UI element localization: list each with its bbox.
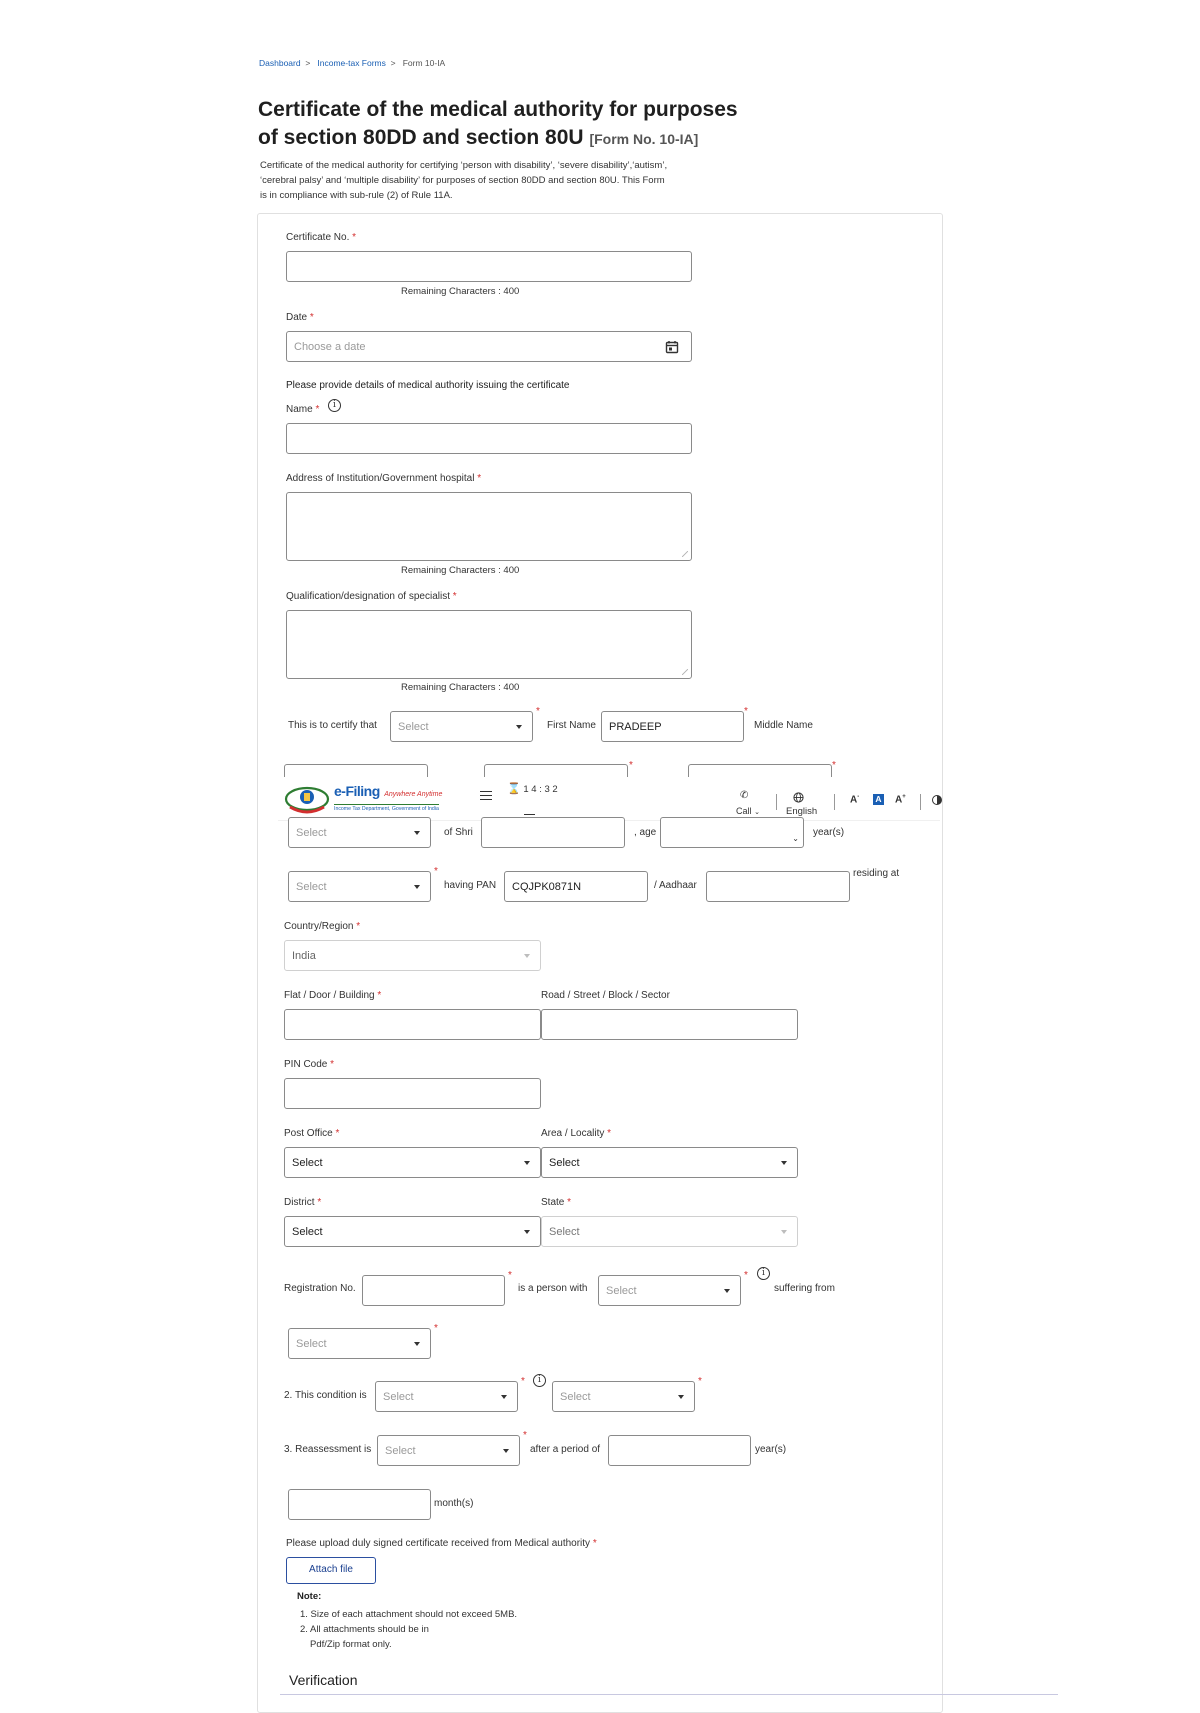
reassessment-text: 3. Reassessment is [284, 1444, 372, 1455]
date-input[interactable] [286, 331, 692, 362]
condition-text: 2. This condition is [284, 1390, 367, 1401]
breadcrumb-forms-link[interactable]: Income-tax Forms [317, 58, 386, 68]
having-pan-text: having PAN [444, 880, 497, 891]
divider [280, 1694, 1058, 1695]
page-description: Certificate of the medical authority for certifying ‘person with disability’, ‘severe disability’,‘autism’, ‘cerebral palsy’ and ‘multiple disability’ for purposes of section 80DD and section 80U. This Form is in compliance with sub-rule (2) of Rule 11A. [260, 160, 668, 201]
logo-subtitle: Income Tax Department, Government of India [334, 806, 439, 812]
name-label: Name * [286, 404, 320, 415]
name-input[interactable] [286, 423, 692, 454]
certify-text: This is to certify that [288, 720, 377, 731]
required-mark: * [521, 1376, 525, 1387]
disease-select[interactable]: Select [288, 1328, 431, 1359]
upload-label: Please upload duly signed certificate received from Medical authority * [286, 1538, 597, 1549]
disability-type-select[interactable]: Select [598, 1275, 741, 1306]
required-mark: * [536, 706, 540, 717]
hourglass-icon: ⌛ [507, 783, 521, 795]
age-input[interactable] [660, 817, 804, 848]
required-mark: * [744, 706, 748, 717]
registration-label: Registration No. [284, 1283, 356, 1294]
after-period-text: after a period of [530, 1444, 601, 1455]
remaining-characters: Remaining Characters : 400 [401, 682, 520, 693]
chevron-down-icon [524, 1230, 530, 1234]
aadhaar-input[interactable] [706, 871, 850, 902]
pan-input[interactable]: CQJPK0871N [504, 871, 648, 902]
required-mark: * [698, 1376, 702, 1387]
note-list: 1. Size of each attachment should not exceed 5MB. 2. All attachments should be in Pdf/Zip format only. [300, 1609, 518, 1650]
page-title-line1: Certificate of the medical authority for purposes [258, 98, 738, 121]
suffering-from-text: suffering from [774, 1283, 835, 1294]
months-text: month(s) [434, 1498, 474, 1509]
period-years-input[interactable] [608, 1435, 751, 1466]
chevron-down-icon [524, 1161, 530, 1165]
condition-detail-select[interactable]: Select [552, 1381, 695, 1412]
residing-at-text: residing at [853, 868, 900, 879]
period-months-input[interactable] [288, 1489, 431, 1520]
font-normal-button[interactable]: A [873, 794, 884, 805]
logo-title: e-Filing [334, 783, 380, 799]
required-mark: * [744, 1270, 748, 1281]
date-label: Date * [286, 312, 314, 323]
chevron-down-icon [414, 1342, 420, 1346]
site-header: e-Filing Anywhere Anytime Income Tax Department, Government of India ⌛ 1 4 : 3 2 ✆ Call ⌄ English A- A A+ [278, 777, 940, 821]
divider [776, 794, 777, 810]
calendar-icon[interactable] [665, 340, 679, 354]
district-select[interactable]: Select [284, 1216, 541, 1247]
divider [834, 794, 835, 810]
flat-label: Flat / Door / Building * [284, 990, 382, 1001]
breadcrumb-chevron-icon: > [302, 58, 316, 68]
address-textarea[interactable] [286, 492, 692, 561]
chevron-down-icon [516, 725, 522, 729]
info-icon[interactable]: i [757, 1267, 770, 1280]
remaining-characters: Remaining Characters : 400 [401, 286, 520, 297]
age-text: , age [634, 827, 657, 838]
area-label: Area / Locality * [541, 1128, 612, 1139]
info-icon[interactable]: i [533, 1374, 546, 1387]
phone-icon: ✆ [740, 790, 749, 801]
emblem-logo-icon [284, 785, 330, 815]
chevron-down-icon [524, 954, 530, 958]
chevron-down-icon [678, 1395, 684, 1399]
authority-heading: Please provide details of medical authority issuing the certificate [286, 380, 570, 391]
divider [920, 794, 921, 810]
registration-input[interactable] [362, 1275, 505, 1306]
resize-handle-icon[interactable] [682, 669, 688, 675]
chevron-down-icon [501, 1395, 507, 1399]
pin-label: PIN Code * [284, 1059, 335, 1070]
efiling-logo[interactable] [284, 785, 454, 815]
breadcrumb [259, 58, 445, 68]
state-label: State * [541, 1197, 572, 1208]
call-us-menu[interactable]: ✆ Call ⌄ [736, 790, 760, 816]
remaining-characters: Remaining Characters : 400 [401, 565, 520, 576]
note-title: Note: [297, 1591, 322, 1602]
breadcrumb-chevron-icon: > [388, 58, 401, 68]
certificate-no-input[interactable] [286, 251, 692, 282]
session-timer: ⌛ 1 4 : 3 2 [507, 783, 558, 795]
road-input[interactable] [541, 1009, 798, 1040]
hamburger-menu-icon[interactable] [480, 791, 492, 800]
required-mark: * [508, 1270, 512, 1281]
certify-title-select[interactable]: Select [390, 711, 533, 742]
required-mark: * [523, 1430, 527, 1441]
state-select[interactable]: Select [541, 1216, 798, 1247]
font-decrease-button[interactable]: A- [850, 794, 860, 806]
chevron-down-icon: ⌄ [754, 809, 760, 816]
required-mark: * [434, 1323, 438, 1334]
parent-name-input[interactable] [481, 817, 625, 848]
post-office-select[interactable]: Select [284, 1147, 541, 1178]
flat-input[interactable] [284, 1009, 541, 1040]
required-mark: * [629, 760, 633, 771]
district-label: District * [284, 1197, 322, 1208]
qualification-label: Qualification/designation of specialist * [286, 591, 457, 602]
chevron-down-icon [503, 1449, 509, 1453]
first-name-label: First Name [547, 720, 596, 731]
of-shri-text: of Shri [444, 827, 473, 838]
chevron-down-icon [414, 831, 420, 835]
country-select[interactable]: India [284, 940, 541, 971]
middle-name-label: Middle Name [754, 720, 813, 731]
chevron-down-icon [781, 1230, 787, 1234]
chevron-down-icon: ⌄ [792, 834, 799, 843]
info-icon[interactable]: i [328, 399, 341, 412]
person-with-text: is a person with [518, 1283, 588, 1294]
breadcrumb-dashboard-link[interactable]: Dashboard [259, 58, 301, 68]
required-mark: * [832, 760, 836, 771]
chevron-down-icon [414, 885, 420, 889]
certificate-no-label: Certificate No. * [286, 232, 357, 243]
area-select[interactable]: Select [541, 1147, 798, 1178]
breadcrumb-current: Form 10-IA [402, 58, 446, 68]
form-number-tag: [Form No. 10-IA] [589, 131, 699, 147]
years-text: year(s) [813, 827, 845, 838]
chevron-down-icon [724, 1289, 730, 1293]
aadhaar-text: / Aadhaar [654, 880, 697, 891]
relation-select[interactable]: Select [288, 817, 431, 848]
pin-input[interactable] [284, 1078, 541, 1109]
qualification-textarea[interactable] [286, 610, 692, 679]
road-label: Road / Street / Block / Sector [541, 990, 670, 1001]
condition-select[interactable]: Select [375, 1381, 518, 1412]
page-title-line2: of section 80DD and section 80U [Form No. 10-IA] [258, 126, 699, 149]
resize-handle-icon[interactable] [682, 551, 688, 557]
chevron-down-icon [781, 1161, 787, 1165]
country-label: Country/Region * [284, 921, 361, 932]
globe-icon [793, 792, 804, 803]
post-office-label: Post Office * [284, 1128, 340, 1139]
required-mark: * [434, 866, 438, 877]
logo-tagline: Anywhere Anytime [384, 791, 443, 798]
years-text: year(s) [755, 1444, 787, 1455]
date-placeholder: Choose a date [294, 340, 366, 353]
font-increase-button[interactable]: A+ [895, 794, 906, 806]
reassessment-select[interactable]: Select [377, 1435, 520, 1466]
address-label: Address of Institution/Government hospital * [286, 473, 482, 484]
attach-file-button[interactable]: Attach file [286, 1557, 376, 1584]
first-name-input[interactable]: PRADEEP [601, 711, 744, 742]
page-title [258, 96, 738, 153]
contrast-toggle-icon[interactable] [932, 795, 942, 805]
gender-select[interactable]: Select [288, 871, 431, 902]
verification-heading: Verification [289, 1672, 358, 1688]
